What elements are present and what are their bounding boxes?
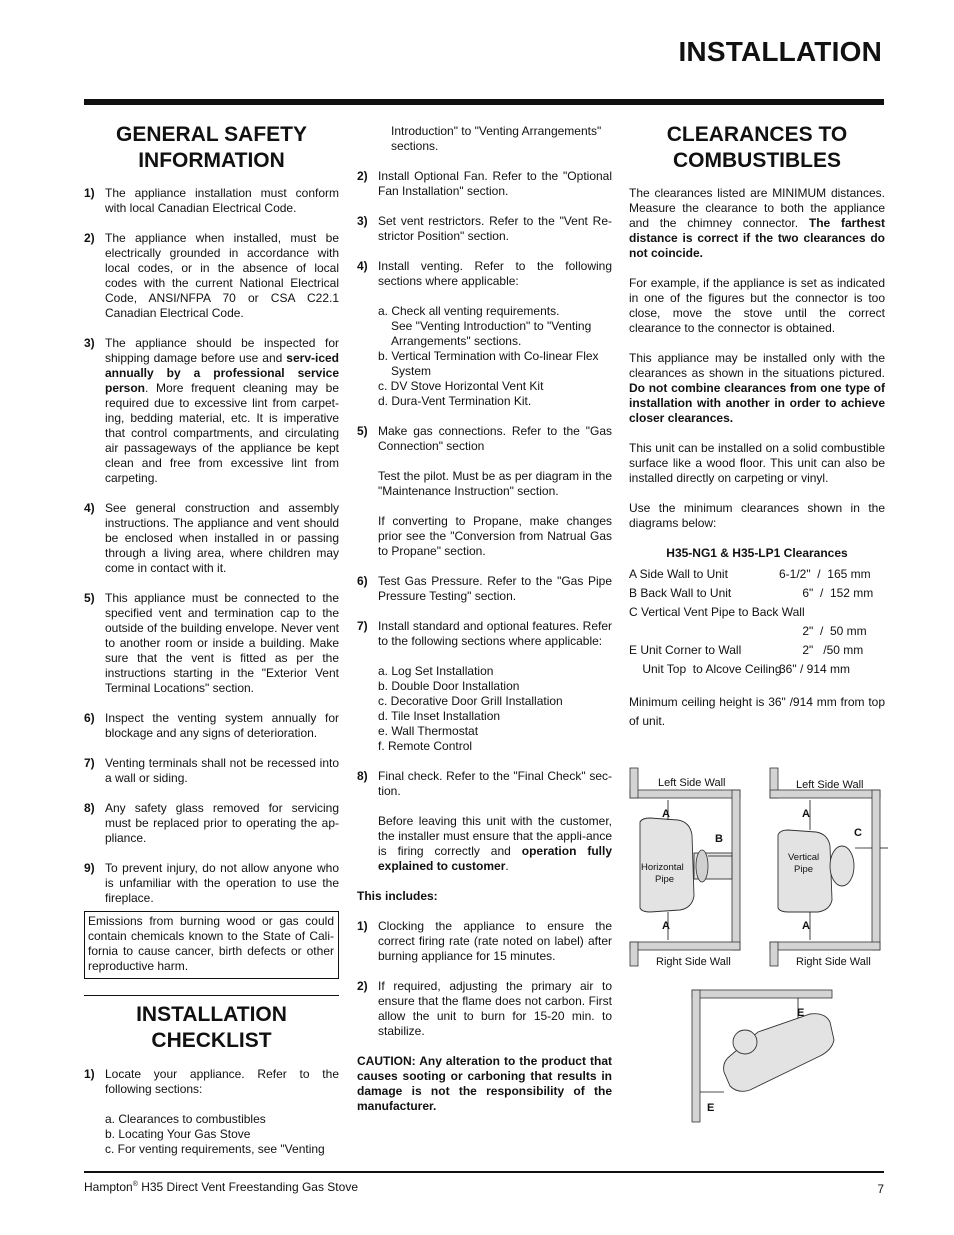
dimension-label-a-2: A xyxy=(662,920,670,932)
column-right xyxy=(629,122,885,731)
item-number: 8) xyxy=(357,769,368,783)
subitem: d. Tile Inset Installation xyxy=(378,709,501,723)
clearance-diagram-svg xyxy=(620,760,890,1130)
item-text: The appliance should be inspected for shipping damage before use and xyxy=(105,336,339,365)
item-paragraph: Test the pilot. Must be as per diagram in the "Maintenance Instruction" section. xyxy=(378,469,612,498)
page-number: 7 xyxy=(877,1182,884,1196)
corner-wall-left xyxy=(692,990,700,1122)
clearance-row xyxy=(629,641,885,660)
dimension-label-e-2: E xyxy=(707,1102,715,1114)
clearance-diagrams xyxy=(620,760,890,1130)
safety-list xyxy=(84,186,339,906)
clearance-label: C Vertical Vent Pipe to Back Wall xyxy=(629,605,805,619)
wall-left-stub-bottom xyxy=(770,942,778,966)
clearances-paragraph xyxy=(629,186,885,261)
safety-item xyxy=(84,591,339,696)
checklist-item xyxy=(357,619,612,754)
item-number: 9) xyxy=(84,861,95,875)
checklist-list-continued xyxy=(357,169,612,874)
checklist-heading: INSTALLATION CHECKLIST xyxy=(136,1003,287,1052)
safety-item xyxy=(84,231,339,321)
includes-label: This includes: xyxy=(357,889,438,903)
item-text: Any safety glass removed for servicing must be replaced prior to operating the ap-pliance. xyxy=(105,801,339,845)
item-number: 2) xyxy=(357,979,368,993)
clearances-paragraph xyxy=(629,351,885,426)
item-number: 1) xyxy=(84,1067,95,1081)
clearance-label: A Side Wall to Unit xyxy=(629,567,728,581)
item-text: Set vent restrictors. Refer to the "Vent Re-strictor Position" section. xyxy=(378,214,612,243)
paragraph-text: The clearances listed are MINIMUM distances. Measure the clearance to both the appliance and the chimney connector. xyxy=(629,186,885,230)
subitem: f. Remote Control xyxy=(378,739,473,753)
column-left xyxy=(84,122,339,1172)
paragraph-text: . xyxy=(505,859,509,873)
subitem: a. Check all venting requirements. xyxy=(378,304,560,318)
footer-title xyxy=(84,1180,358,1194)
checklist-subitems xyxy=(378,304,612,409)
footer-brand: Hampton xyxy=(84,1180,133,1194)
item-text: This appliance must be connected to the specified vent and termination cap to the outside of the building envelope. Never vent to another room or inside a building. Make sure that the vent is fitted as per the instructions starting in the "Exterior Vent Terminal Locations" section. xyxy=(105,591,339,695)
item-paragraph xyxy=(378,814,612,874)
checklist-item xyxy=(84,1067,339,1157)
diagram-corner xyxy=(692,990,834,1122)
subitem: b. Vertical Termination with Co-linear Flex xyxy=(378,349,599,363)
wall-bottom xyxy=(630,942,740,950)
item-text: Locate your appliance. Refer to the following sections: xyxy=(105,1067,339,1096)
right-wall-label: Right Side Wall xyxy=(656,956,731,968)
pipe-collar xyxy=(696,850,708,882)
ceiling-height-note: Minimum ceiling height is 36" /914 mm from top of unit. xyxy=(629,695,885,728)
item-text: The appliance installation must conform with local Canadian Electrical Code. xyxy=(105,186,339,215)
subitem: b. Locating Your Gas Stove xyxy=(105,1127,251,1141)
safety-item xyxy=(84,501,339,576)
clearance-label: E Unit Corner to Wall xyxy=(629,643,742,657)
subitem: a. Log Set Installation xyxy=(378,664,494,678)
diagram-vertical-pipe xyxy=(770,768,888,968)
item-text: If required, adjusting the primary air to ensure that the flame does not carbon. First allow the unit to burn for 15-20 min. to stabilize. xyxy=(378,979,612,1038)
item-number: 6) xyxy=(357,574,368,588)
item-number: 4) xyxy=(84,501,95,515)
corner-vent-pipe xyxy=(733,1030,757,1054)
subitem: b. Double Door Installation xyxy=(378,679,520,693)
registered-mark: ® xyxy=(132,1181,138,1188)
item-text: Clocking the appliance to ensure the correct firing rate (rate noted on label) after burning appliance for 15 minutes. xyxy=(378,919,612,963)
subitem: System xyxy=(391,364,432,378)
item-text: Inspect the venting system annually for blockage and any signs of deterioration. xyxy=(105,711,339,740)
item-text: The appliance when installed, must be electrically grounded in accordance with local codes, or in the absence of local codes with the current National Electrical Code, ANSI/NFPA 70 or CSA C22.1 Canadian Electrical Code. xyxy=(105,231,339,320)
column-middle xyxy=(357,124,612,1114)
prop65-warning-box: Emissions from burning wood or gas could contain chemicals known to the State of Cali-fornia to cause cancer, birth defects or other reproductive harm. xyxy=(84,911,339,979)
clearance-row xyxy=(629,660,885,679)
safety-heading: GENERAL SAFETY INFORMATION xyxy=(116,123,307,172)
safety-item xyxy=(84,861,339,906)
item-text: Final check. Refer to the "Final Check" sec-tion. xyxy=(378,769,612,798)
wall-top xyxy=(770,790,880,798)
paragraph-text: This appliance may be installed only with the clearances as shown in the situations pictured. xyxy=(629,351,885,380)
includes-item xyxy=(357,919,612,964)
item-number: 5) xyxy=(84,591,95,605)
safety-item xyxy=(84,801,339,846)
includes-item xyxy=(357,979,612,1039)
wall-left-stub xyxy=(630,768,638,798)
subitem: c. For venting requirements, see "Venting xyxy=(105,1142,325,1156)
clearance-value: 2" / 50 mm xyxy=(779,624,867,638)
clearance-row xyxy=(629,622,885,641)
clearances-paragraph: For example, if the appliance is set as indicated in one of the figures but the connector is too close, move the stove until the correct clearance to the connector is obtained. xyxy=(629,276,885,335)
dimension-label-c: C xyxy=(854,827,862,839)
item-text: Install venting. Refer to the following sections where applicable: xyxy=(378,259,612,288)
item-number: 8) xyxy=(84,801,95,815)
section-divider xyxy=(84,995,339,996)
item-number: 2) xyxy=(357,169,368,183)
item-text: Install Optional Fan. Refer to the "Optional Fan Installation" section. xyxy=(378,169,612,198)
checklist-item xyxy=(357,769,612,874)
clearances-heading: CLEARANCES TO COMBUSTIBLES xyxy=(666,123,848,172)
clearances-paragraph: This unit can be installed on a solid combustible surface like a wood floor. This unit can also be installed directly on carpeting or vinyl. xyxy=(629,441,885,485)
clearance-row xyxy=(629,603,885,622)
subitem: d. Dura-Vent Termination Kit. xyxy=(378,394,532,408)
vertical-pipe-label: Vertical xyxy=(788,852,820,863)
clearance-row xyxy=(629,565,885,584)
footer-doc-name: H35 Direct Vent Freestanding Gas Stove xyxy=(137,1180,358,1194)
item-text: . More frequent cleaning may be required due to excessive lint from carpet-ing, bedding material, etc. It is imperative that control compartments, and circulating air passageways of the appliance be kept clean and free from excessive lint from carpeting. xyxy=(105,381,339,485)
clearance-label: B Back Wall to Unit xyxy=(629,586,732,600)
header-rule xyxy=(84,99,884,105)
item-text: Test Gas Pressure. Refer to the "Gas Pipe Pressure Testing" section. xyxy=(378,574,612,603)
subitem: c. Decorative Door Grill Installation xyxy=(378,694,563,708)
dimension-label-e: E xyxy=(797,1007,805,1019)
clearance-row xyxy=(629,584,885,603)
page-title: INSTALLATION xyxy=(678,36,882,67)
clearances-paragraph: Use the minimum clearances shown in the diagrams below: xyxy=(629,501,885,530)
subitem: See "Venting Introduction" to "Venting Arrangements" sections. xyxy=(391,319,592,348)
item-text: To prevent injury, do not allow anyone who is unfamiliar with the operation to use the fireplace. xyxy=(105,861,339,905)
paragraph-bold-text: operation fully explained to customer xyxy=(378,844,613,873)
item-text: See general construction and assembly instructions. The appliance and vent should be enclosed when installed in or passing through a living area, where children may come in contact with it. xyxy=(105,501,339,575)
safety-item xyxy=(84,756,339,786)
wall-top xyxy=(630,790,740,798)
clearances-table-title: H35-NG1 & H35-LP1 Clearances xyxy=(666,546,848,560)
subitem: c. DV Stove Horizontal Vent Kit xyxy=(378,379,544,393)
clearance-value: 2" /50 mm xyxy=(779,643,864,657)
dimension-label-b: B xyxy=(715,833,723,845)
checklist-item xyxy=(357,214,612,244)
left-wall-label: Left Side Wall xyxy=(658,777,726,789)
checklist-item xyxy=(357,169,612,199)
subitem: a. Clearances to combustibles xyxy=(105,1112,266,1126)
dimension-label-a: A xyxy=(662,808,670,820)
subitem-continued: Introduction" to "Venting Arrangements" sections. xyxy=(391,124,602,153)
item-text: Make gas connections. Refer to the "Gas Connection" section xyxy=(378,424,612,453)
item-number: 7) xyxy=(84,756,95,770)
item-text: Venting terminals shall not be recessed into a wall or siding. xyxy=(105,756,339,785)
diagram-horizontal-pipe xyxy=(630,768,740,968)
item-text: Install standard and optional features. Refer to the following sections where applicable: xyxy=(378,619,612,648)
checklist-subitems xyxy=(378,664,612,754)
dimension-label-a-2: A xyxy=(802,920,810,932)
safety-item xyxy=(84,711,339,741)
dimension-label-a: A xyxy=(802,808,810,820)
wall-back xyxy=(872,790,880,950)
checklist-list xyxy=(84,1067,339,1157)
left-wall-label: Left Side Wall xyxy=(796,779,864,791)
item-number: 3) xyxy=(84,336,95,350)
item-number: 4) xyxy=(357,259,368,273)
subitem: e. Wall Thermostat xyxy=(378,724,479,738)
footer-rule xyxy=(84,1171,884,1173)
item-number: 1) xyxy=(357,919,368,933)
wall-bottom xyxy=(770,942,880,950)
item-number: 2) xyxy=(84,231,95,245)
paragraph-text: Before leaving this unit with the customer, the installer must ensure that the appli-ance is firing correctly and xyxy=(378,814,612,858)
checklist-item xyxy=(357,424,612,559)
clearance-value: 36" / 914 mm xyxy=(779,662,850,676)
corner-wall-top xyxy=(692,990,832,998)
horizontal-pipe-label: Horizontal xyxy=(641,862,684,873)
vertical-pipe-collar xyxy=(830,846,854,886)
clearance-label: Unit Top to Alcove Ceiling xyxy=(629,662,782,676)
paragraph-bold-text: Do not combine clearances from one type of installation with another in order to achieve closer clearances. xyxy=(629,381,885,425)
checklist-item xyxy=(357,574,612,604)
vertical-pipe-label-2: Pipe xyxy=(794,864,814,875)
item-number: 7) xyxy=(357,619,368,633)
wall-left-stub-bottom xyxy=(630,942,638,966)
safety-item xyxy=(84,186,339,216)
item-number: 6) xyxy=(84,711,95,725)
clearance-label xyxy=(629,622,779,641)
wall-back xyxy=(732,790,740,950)
item-paragraph: If converting to Propane, make changes prior see the "Conversion from Natrual Gas to Propane" section. xyxy=(378,514,612,558)
item-number: 5) xyxy=(357,424,368,438)
includes-list xyxy=(357,919,612,1039)
safety-item xyxy=(84,336,339,486)
clearances-table xyxy=(629,565,885,679)
item-bold-text: serv-iced annually by a professional service person xyxy=(105,351,339,395)
clearance-value: 6-1/2" / 165 mm xyxy=(779,567,871,581)
clearance-value: 6" / 152 mm xyxy=(779,586,874,600)
checklist-item xyxy=(357,259,612,409)
paragraph-bold-text: The farthest distance is correct if the two clearances do not coincide. xyxy=(629,216,885,260)
item-number: 1) xyxy=(84,186,95,200)
right-wall-label: Right Side Wall xyxy=(796,956,871,968)
horizontal-pipe-label-2: Pipe xyxy=(655,874,675,885)
caution-text: CAUTION: Any alteration to the product that causes sooting or carboning that results in damage is not the responsibility of the manufacturer. xyxy=(357,1054,612,1113)
item-number: 3) xyxy=(357,214,368,228)
checklist-subitems xyxy=(105,1112,339,1157)
